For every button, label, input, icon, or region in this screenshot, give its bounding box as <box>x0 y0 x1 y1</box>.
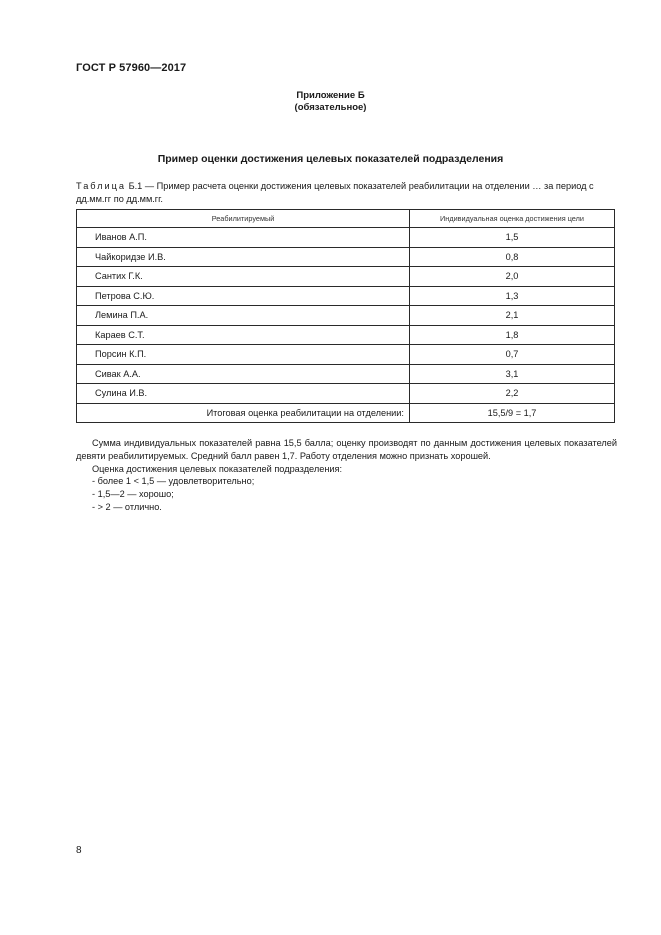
column-header-patient: Реабилитируемый <box>77 210 410 228</box>
total-label: Итоговая оценка реабилитации на отделении: <box>77 403 410 423</box>
table-row <box>77 228 615 248</box>
appendix-title: Приложение Б <box>296 90 365 101</box>
table-row <box>77 267 615 287</box>
assessment-intro: Оценка достижения целевых показателей подразделения: <box>92 463 343 474</box>
patient-score: 1,8 <box>410 325 615 345</box>
patient-name: Сивак А.А. <box>77 364 410 384</box>
patient-name: Лемина П.А. <box>77 306 410 326</box>
patient-name: Порсин К.П. <box>77 345 410 365</box>
patient-score: 0,7 <box>410 345 615 365</box>
patient-name: Караев С.Т. <box>77 325 410 345</box>
body-text <box>76 437 617 514</box>
table-caption-number: Б.1 <box>128 181 143 191</box>
appendix-subtitle: (обязательное) <box>294 102 367 113</box>
table-header-row <box>77 210 615 228</box>
column-header-score: Индивидуальная оценка достижения цели <box>410 210 615 228</box>
table-row <box>77 364 615 384</box>
patient-score: 1,5 <box>410 228 615 248</box>
table-caption-label: Таблица <box>76 181 127 191</box>
scores-table <box>76 209 615 423</box>
page-number: 8 <box>76 845 82 856</box>
patient-name: Иванов А.П. <box>77 228 410 248</box>
table-row <box>77 325 615 345</box>
summary-paragraph: Сумма индивидуальных показателей равна 15,5 балла; оценку производят по данным достижения целевых показателей девяти реабилитируемых. Средний балл равен 1,7. Работу отделения можно признать хорошей. <box>76 438 617 461</box>
assessment-list-item: - > 2 — отлично. <box>92 501 162 512</box>
patient-name: Сулина И.В. <box>77 384 410 404</box>
appendix-heading <box>0 90 661 114</box>
table-caption <box>76 180 616 205</box>
table-row <box>77 286 615 306</box>
patient-score: 2,0 <box>410 267 615 287</box>
table-row <box>77 345 615 365</box>
patient-name: Петрова С.Ю. <box>77 286 410 306</box>
table-row <box>77 306 615 326</box>
patient-name: Сантих Г.К. <box>77 267 410 287</box>
assessment-list-item: - 1,5—2 — хорошо; <box>92 489 174 500</box>
patient-score: 2,1 <box>410 306 615 326</box>
document-code: ГОСТ Р 57960—2017 <box>76 62 187 74</box>
patient-score: 2,2 <box>410 384 615 404</box>
section-title: Пример оценки достижения целевых показателей подразделения <box>157 153 504 165</box>
table-caption-text: — Пример расчета оценки достижения целевых показателей реабилитации на отделении … за период с дд.мм.гг по дд.мм.гг. <box>76 181 594 204</box>
patient-score: 0,8 <box>410 247 615 267</box>
patient-name: Чайкоридзе И.В. <box>77 247 410 267</box>
total-value: 15,5/9 = 1,7 <box>410 403 615 423</box>
table-total-row <box>77 403 615 423</box>
assessment-list-item: - более 1 < 1,5 — удовлетворительно; <box>92 476 255 487</box>
patient-score: 3,1 <box>410 364 615 384</box>
table-row <box>77 384 615 404</box>
patient-score: 1,3 <box>410 286 615 306</box>
table-row <box>77 247 615 267</box>
